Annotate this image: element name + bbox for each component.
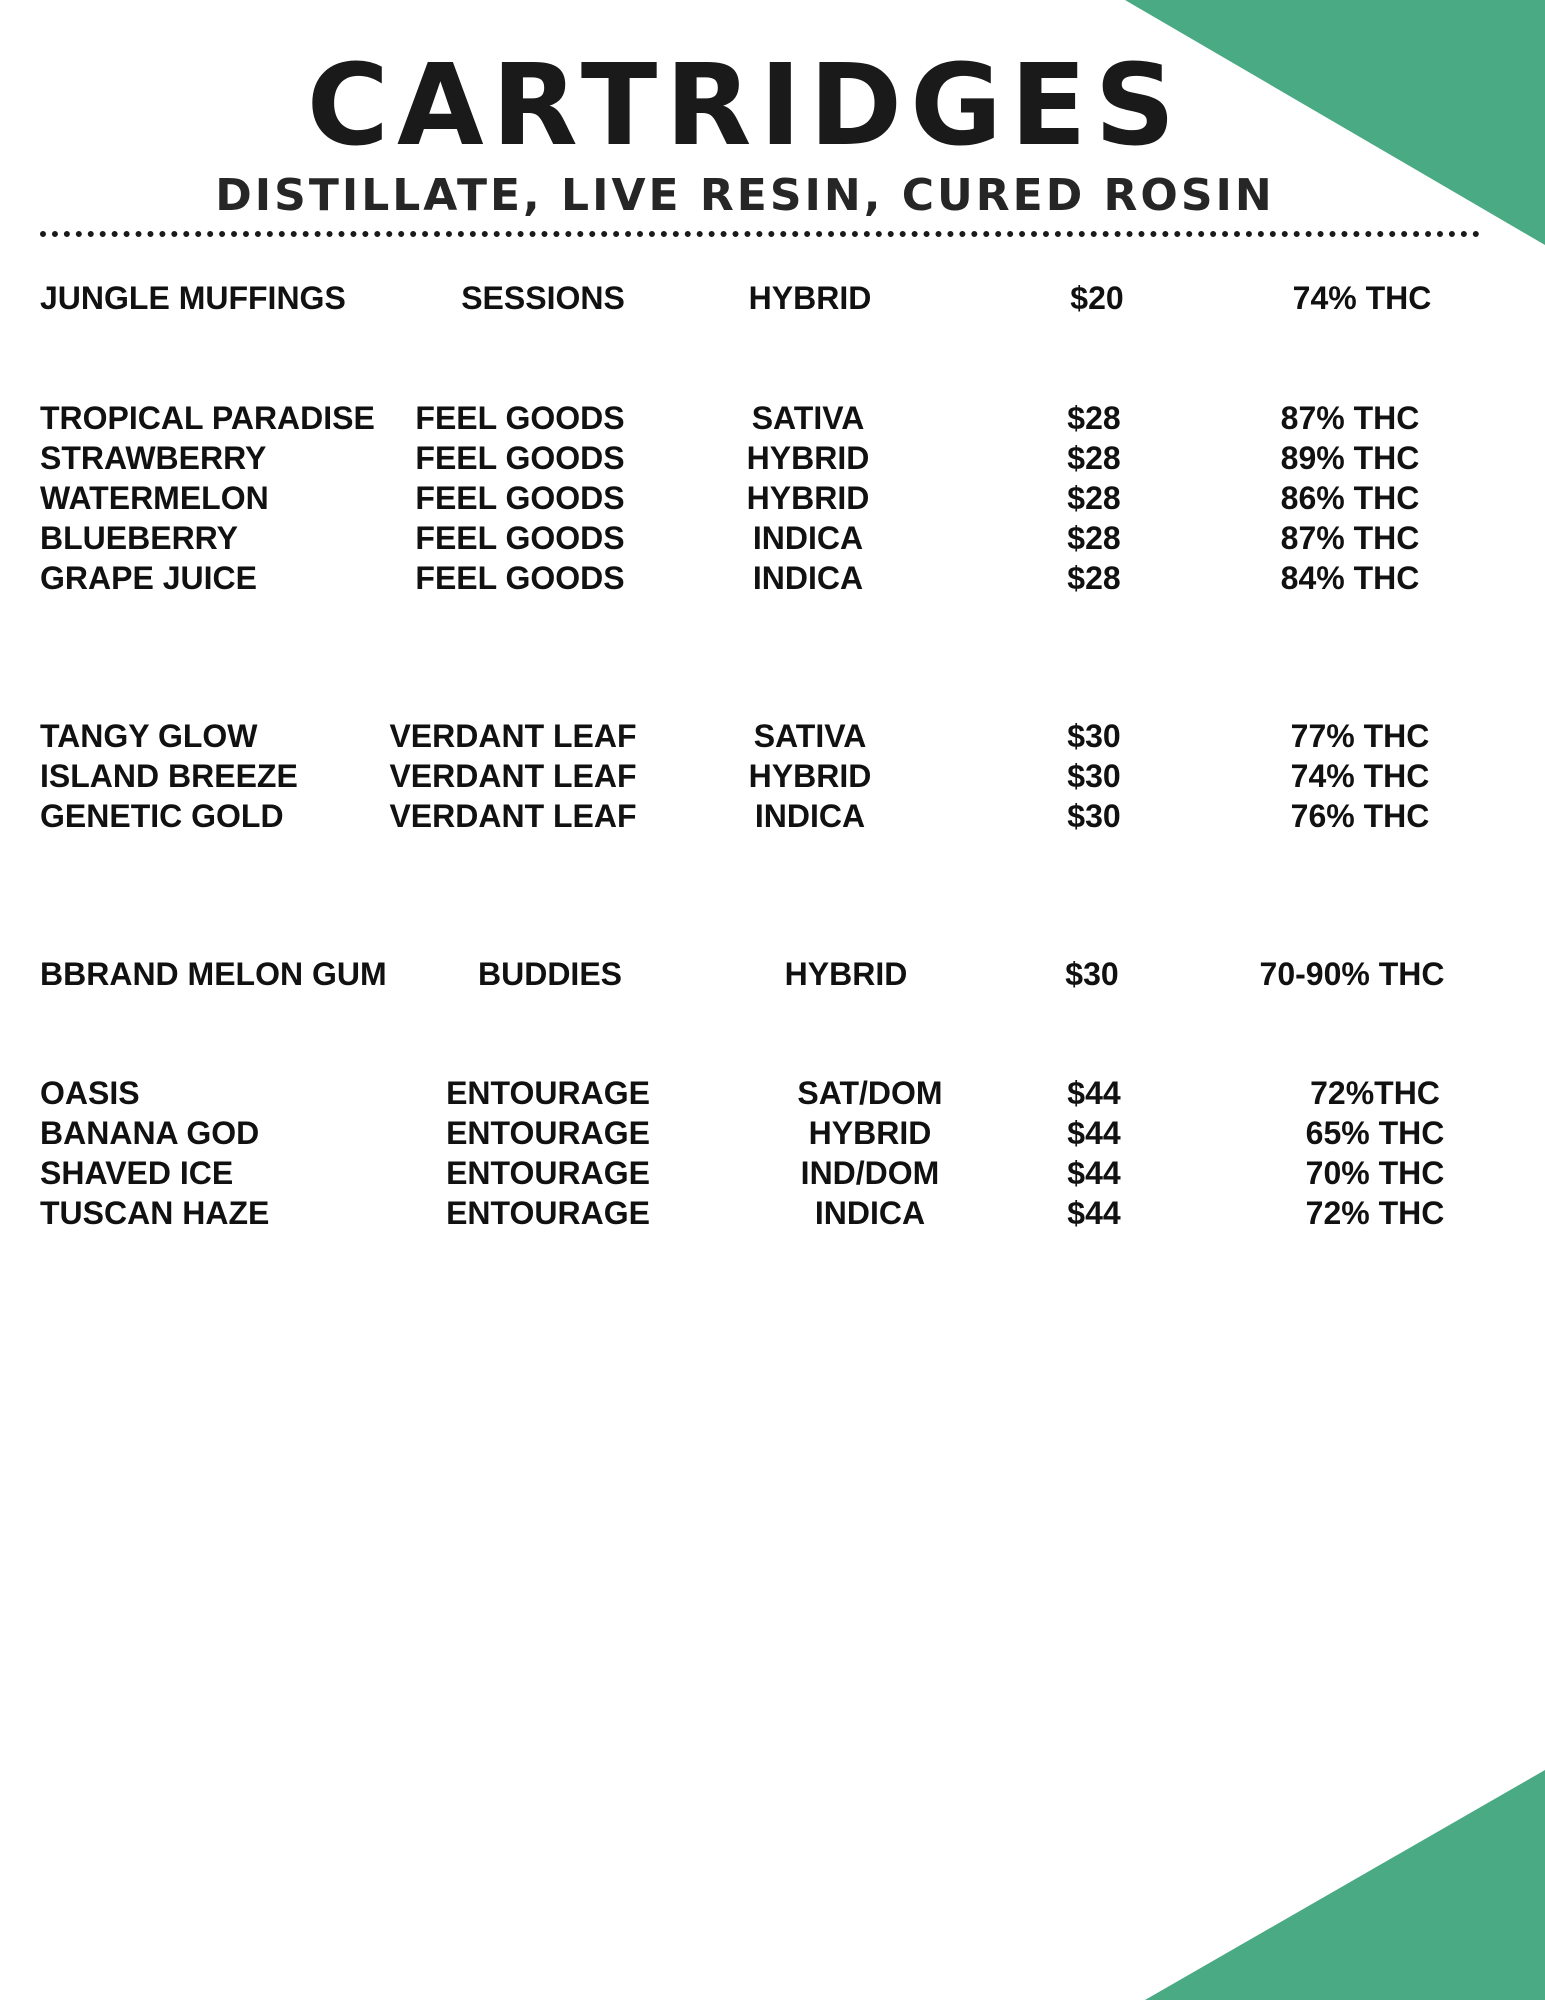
- item-brand: ENTOURAGE: [446, 1155, 650, 1191]
- item-price: $20: [1070, 280, 1124, 316]
- item-strain-type: HYBRID: [784, 956, 908, 992]
- item-brand: ENTOURAGE: [446, 1075, 650, 1111]
- item-name: BBRAND MELON GUM: [40, 956, 387, 992]
- item-price: $30: [1067, 718, 1121, 754]
- item-strain-type: HYBRID: [808, 1115, 932, 1151]
- item-thc: 89% THC: [1280, 440, 1420, 476]
- item-strain-type: INDICA: [752, 520, 864, 556]
- item-brand: FEEL GOODS: [415, 400, 625, 436]
- item-price: $28: [1067, 400, 1121, 436]
- item-brand: FEEL GOODS: [415, 560, 625, 596]
- item-thc: 86% THC: [1280, 480, 1420, 516]
- item-brand: FEEL GOODS: [415, 440, 625, 476]
- item-price: $28: [1067, 520, 1121, 556]
- item-thc: 84% THC: [1280, 560, 1420, 596]
- item-name: SHAVED ICE: [40, 1155, 234, 1191]
- menu-row: [0, 1193, 1545, 1233]
- item-price: $28: [1067, 480, 1121, 516]
- item-price: $28: [1067, 440, 1121, 476]
- menu-row: [0, 278, 1545, 318]
- item-price: $44: [1067, 1075, 1121, 1111]
- menu-row: [0, 558, 1545, 598]
- item-name: JUNGLE MUFFINGS: [40, 280, 346, 316]
- menu-row: [0, 398, 1545, 438]
- item-strain-type: SATIVA: [751, 400, 865, 436]
- item-strain-type: INDICA: [754, 798, 866, 834]
- item-name: GENETIC GOLD: [40, 798, 284, 834]
- menu-row: [0, 518, 1545, 558]
- page-subtitle: DISTILLATE, LIVE RESIN, CURED ROSIN: [215, 170, 1275, 221]
- item-brand: ENTOURAGE: [446, 1195, 650, 1231]
- item-strain-type: SATIVA: [753, 718, 867, 754]
- item-brand: VERDANT LEAF: [389, 718, 637, 754]
- item-thc: 70% THC: [1305, 1155, 1445, 1191]
- item-strain-type: IND/DOM: [800, 1155, 940, 1191]
- item-name: GRAPE JUICE: [40, 560, 257, 596]
- item-thc: 76% THC: [1290, 798, 1430, 834]
- menu-row: [0, 438, 1545, 478]
- item-name: OASIS: [40, 1075, 140, 1111]
- item-strain-type: SAT/DOM: [797, 1075, 943, 1111]
- item-brand: BUDDIES: [477, 956, 622, 992]
- item-thc: 72%THC: [1310, 1075, 1440, 1111]
- item-thc: 87% THC: [1280, 400, 1420, 436]
- item-price: $30: [1067, 798, 1121, 834]
- item-name: TANGY GLOW: [40, 718, 258, 754]
- item-brand: SESSIONS: [461, 280, 625, 316]
- item-brand: VERDANT LEAF: [389, 758, 637, 794]
- item-strain-type: HYBRID: [748, 758, 872, 794]
- item-name: WATERMELON: [40, 480, 269, 516]
- page-title: CARTRIDGES: [306, 41, 1184, 171]
- item-thc: 72% THC: [1305, 1195, 1445, 1231]
- item-name: STRAWBERRY: [40, 440, 267, 476]
- menu-row: [0, 1113, 1545, 1153]
- menu-row: [0, 954, 1545, 994]
- dotted-divider: [40, 231, 1480, 237]
- item-thc: 74% THC: [1292, 280, 1432, 316]
- item-strain-type: HYBRID: [746, 480, 870, 516]
- item-strain-type: INDICA: [752, 560, 864, 596]
- item-price: $44: [1067, 1155, 1121, 1191]
- item-price: $28: [1067, 560, 1121, 596]
- item-strain-type: HYBRID: [748, 280, 872, 316]
- item-price: $30: [1065, 956, 1119, 992]
- menu-row: [0, 1073, 1545, 1113]
- item-thc: 70-90% THC: [1259, 956, 1445, 992]
- item-brand: VERDANT LEAF: [389, 798, 637, 834]
- item-name: TROPICAL PARADISE: [40, 400, 375, 436]
- item-name: ISLAND BREEZE: [40, 758, 298, 794]
- menu-row: [0, 478, 1545, 518]
- item-brand: FEEL GOODS: [415, 520, 625, 556]
- item-strain-type: INDICA: [814, 1195, 926, 1231]
- item-name: TUSCAN HAZE: [40, 1195, 270, 1231]
- menu-row: [0, 756, 1545, 796]
- menu-row: [0, 1153, 1545, 1193]
- item-price: $44: [1067, 1115, 1121, 1151]
- item-thc: 65% THC: [1305, 1115, 1445, 1151]
- item-price: $44: [1067, 1195, 1121, 1231]
- menu-row: [0, 796, 1545, 836]
- item-brand: ENTOURAGE: [446, 1115, 650, 1151]
- item-thc: 87% THC: [1280, 520, 1420, 556]
- item-name: BLUEBERRY: [40, 520, 238, 556]
- bottom-right-green-triangle: [1145, 1770, 1545, 2000]
- item-name: BANANA GOD: [40, 1115, 260, 1151]
- menu-row: [0, 716, 1545, 756]
- item-price: $30: [1067, 758, 1121, 794]
- item-thc: 74% THC: [1290, 758, 1430, 794]
- item-brand: FEEL GOODS: [415, 480, 625, 516]
- item-strain-type: HYBRID: [746, 440, 870, 476]
- item-thc: 77% THC: [1290, 718, 1430, 754]
